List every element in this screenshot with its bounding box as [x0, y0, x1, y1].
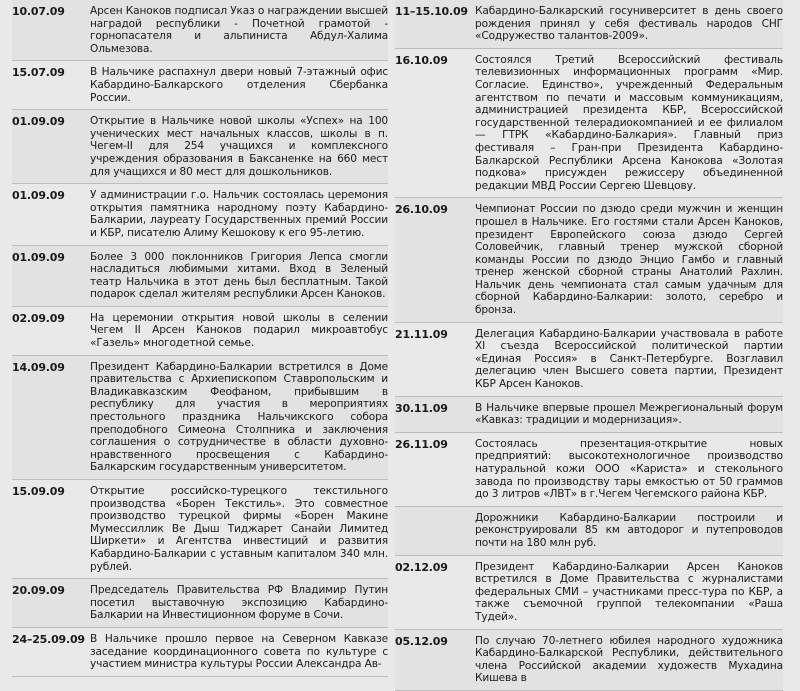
entry-text: Чемпионат России по дзюдо среди мужчин и женщин прошел в Нальчике. Его гостями стали Арсен Каноков, президент Европейского союза дзюдо Сергей Соловейчик, главный тренер мужской сборной команды России по дзюдо Энцио Гамбо и главный тренер женской сборной страны Анатолий Рахлин. Нальчик день чемпионата стал самым удачным для сборной Кабардино-Балкарии: золото, серебро и бронза.	[475, 203, 783, 317]
entry-date: 21.11.09	[395, 327, 448, 341]
entry-date: 16.10.09	[395, 53, 448, 67]
chronicle-entry	[395, 198, 783, 322]
entry-text: Делегация Кабардино-Балкарии участвовала в работе XI съезда Всероссийской политической партии «Единая Россия» в Санкт-Петербурге. Возглавил делегацию член Высшего совета партии, Президент КБР Арсен Каноков.	[475, 327, 783, 391]
entry-date: 01.09.09	[12, 250, 65, 264]
entry-text: Состоялся Третий Всероссийский фестиваль телевизионных информационных программ «Мир. Согласие. Единство», учрежденный Федеральным агентством по печати и массовым коммуникациям, администрацией президента КБР, Всероссийской государственной телерадиокомпанией и ее филиалом — ГТРК «Кабардино-Балкария». Главный приз фестиваля – Гран-при Президента Кабардино-Балкарской Республики Арсена Канокова «Золотая подкова» присужден режиссеру объединенной редакции МВД России Сергею Шевцову.	[475, 53, 783, 192]
entry-text: В Нальчике впервые прошел Межрегиональный форум «Кавказ: традиции и модернизация».	[475, 401, 783, 427]
chronicle-entry	[12, 307, 388, 356]
entry-date: 24–25.09.09	[12, 632, 85, 646]
entry-date: 15.09.09	[12, 485, 65, 498]
entry-text: По случаю 70-летнего юбилея народного художника Кабардино-Балкарской Республики, действительного члена Российской академии художеств Мухадина Кишева в	[475, 634, 783, 685]
chronicle-entry	[395, 433, 783, 507]
entry-date: 05.12.09	[395, 634, 448, 648]
chronicle-entry	[12, 246, 388, 307]
entry-text: У администрации г.о. Нальчик состоялась церемония открытия памятника народному поэту Кабардино-Балкарии, лауреату Государственных премий России и КБР, писателю Алиму Кешокову к его 95-летию.	[90, 189, 388, 239]
entry-date: 30.11.09	[395, 401, 448, 415]
entry-date: 15.07.09	[12, 66, 65, 80]
chronicle-entry	[395, 0, 783, 49]
chronicle-entry	[12, 480, 388, 579]
chronicle-entry	[395, 397, 783, 433]
entry-text: В Нальчике распахнул двери новый 7-этажный офис Кабардино-Балкарского отделения Сбербанка России.	[90, 66, 388, 104]
chronicle-entry	[395, 323, 783, 397]
entry-text: В Нальчике прошло первое на Северном Кавказе заседание координационного совета по культуре с участием министра культуры России Александра Ав-	[90, 632, 388, 671]
entry-text: Более 3 000 поклонников Григория Лепса смогли насладиться любимыми хитами. Вход в Зеленый театр Нальчика в этот день был бесплатным. Такой подарок сделал жителям республики Арсен Каноков.	[90, 250, 388, 301]
entry-text: Арсен Каноков подписал Указ о награждении высшей наградой республики - Почетной грамотой - горнопасателя и альпиниста Абдул-Халима Ольмезова.	[90, 5, 388, 55]
entry-date: 01.09.09	[12, 189, 65, 203]
chronicle-entry	[12, 0, 388, 61]
entry-text: Президент Кабардино-Балкарии Арсен Каноков встретился в Доме Правительства с журналистами федеральных СМИ – участниками пресс-тура по КБР, а также съемочной группой телекомпании «Раша Тудей».	[475, 560, 783, 623]
entry-date: 11–15.10.09	[395, 5, 468, 18]
entry-date: 20.09.09	[12, 584, 65, 598]
chronicle-entry	[12, 184, 388, 245]
right-column	[395, 0, 783, 691]
entry-text: Открытие российско-турецкого текстильного производства «Борен Текстиль». Это совместное производство турецкой фирмы «Борен Макине Мумессиллик Ве Дыш Тиджарет Санайи Лимитед Ширкети» и Агентства инвестиций и развития Кабардино-Балкарии с уставным капиталом 340 млн. рублей.	[90, 485, 388, 573]
chronicle-entry	[395, 556, 783, 630]
chronicle-entry	[395, 49, 783, 199]
entry-date: 26.11.09	[395, 437, 448, 451]
entry-date: 10.07.09	[12, 5, 65, 18]
entry-text: Открытие в Нальчике новой школы «Успех» на 100 ученических мест начальных классов, школы в п. Чегем-II для 254 учащихся и комплексного учреждения образования в Баксаненке на 660 мест для учащихся и 80 мест для дошкольников.	[90, 115, 388, 178]
chronicle-entry	[12, 356, 388, 480]
entry-text: Председатель Правительства РФ Владимир Путин посетил выставочную экспозицию Кабардино-Балкарии на Инвестиционном форуме в Сочи.	[90, 584, 388, 622]
entry-text: Президент Кабардино-Балкарии встретился в Доме правительства с Архиепископом Ставропольским и Владикавказским Феофаном, прибывшим в республику для участия в мероприятиях престольного праздника Нальчикского собора преподобного Симеона Столпника и заключения соглашения о сотрудничестве в области духовно-нравственного просвещения с Кабардино-Балкарским государственным университетом.	[90, 360, 388, 474]
entry-date: 01.09.09	[12, 115, 65, 129]
entry-text: На церемонии открытия новой школы в селении Чегем II Арсен Каноков подарил микроавтобус «Газель» многодетной семье.	[90, 311, 388, 350]
entry-text: Состоялась презентация-открытие новых предприятий: высокотехнологичное производство натуральной кожи ООО «Кариста» и стекольного завода по производству тары емкостью от 50 граммов до 3 литров «ЛВТ» в г.Чегем Чегемского района КБР.	[475, 437, 783, 501]
chronicle-entry	[395, 507, 783, 556]
left-column	[12, 0, 388, 677]
chronicle-entry	[12, 579, 388, 628]
entry-text: Кабардино-Балкарский госуниверситет в день своего рождения принял у себя фестиваль народов СНГ «Содружество талантов-2009».	[475, 5, 783, 43]
entry-date: 14.09.09	[12, 360, 65, 374]
chronicle-entry	[395, 630, 783, 691]
entry-text: Дорожники Кабардино-Балкарии построили и реконструировали 85 км автодорог и путепроводов почти на 180 млн руб.	[475, 511, 783, 549]
entry-date: 26.10.09	[395, 203, 448, 217]
chronicle-entry	[12, 628, 388, 677]
entry-date: 02.12.09	[395, 560, 448, 574]
chronicle-entry	[12, 110, 388, 184]
entry-date: 02.09.09	[12, 311, 65, 325]
chronicle-entry	[12, 61, 388, 110]
